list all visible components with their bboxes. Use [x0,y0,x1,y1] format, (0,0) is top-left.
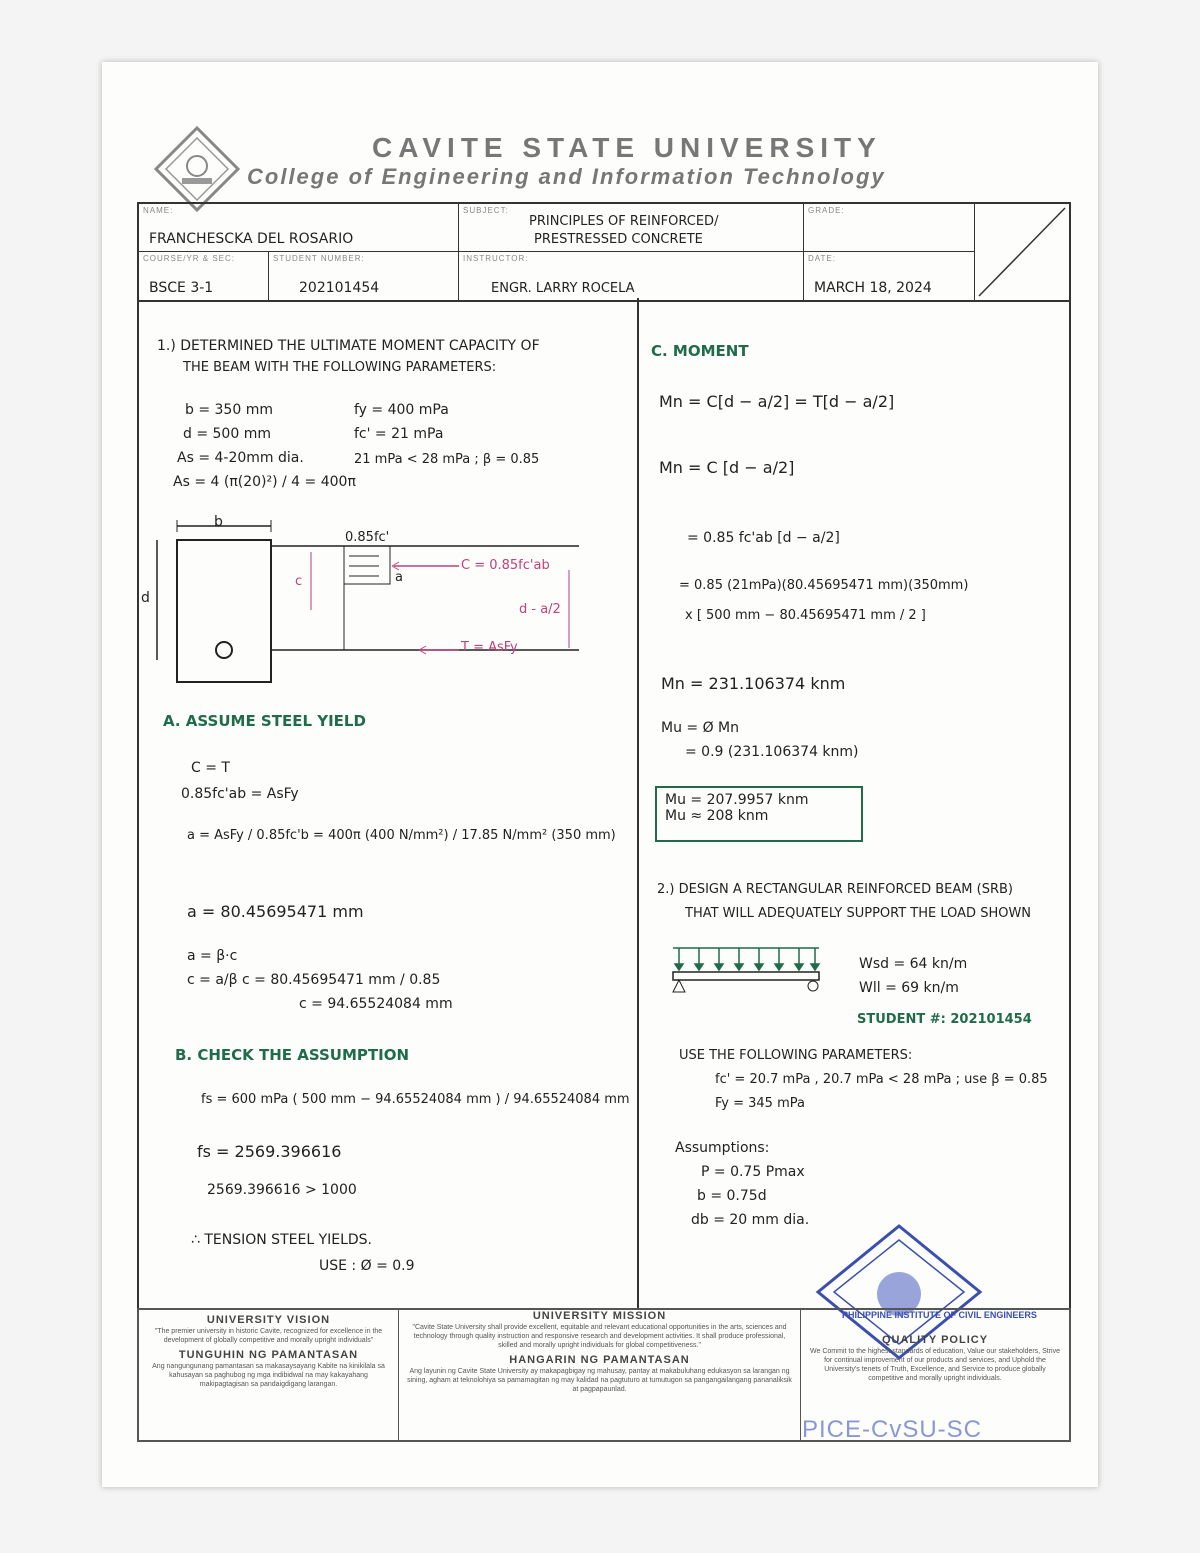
work-area [137,298,1071,1310]
instructor-value: ENGR. LARRY ROCELA [491,281,635,296]
assumption-db: db = 20 mm dia. [691,1212,810,1228]
calc-a5: a = β·c [187,948,238,964]
name-label: NAME: [143,206,174,215]
grade-slash-mark [975,204,1069,300]
fig-label-d: d [141,590,150,606]
fig-label-c: c [295,574,303,589]
date-cell [804,252,975,300]
q2-line1: 2.) DESIGN A RECTANGULAR REINFORCED BEAM (SRB) [657,882,1013,897]
instructor-cell [459,252,804,300]
policy-column [801,1310,1069,1440]
q1-line2: THE BEAM WITH THE FOLLOWING PARAMETERS: [183,360,497,375]
calc-a6: c = a/β c = 80.45695471 mm / 0.85 [187,972,441,988]
university-name: CAVITE STATE UNIVERSITY [372,132,882,163]
param-fc2: fc' = 20.7 mPa , 20.7 mPa < 28 mPa ; use β = 0.85 [715,1072,1048,1087]
date-label: DATE: [808,254,836,263]
grade-label: GRADE: [808,206,845,215]
fig-label-a: a [395,570,403,585]
tunguhin-text: Ang nangungunang pamantasan sa makasaysayang Kabite na kinikilala sa kahusayan sa paghubog ng mga indibidwal na may kakayahang makipagtagisan sa pandaigdigang larangan. [152,1363,385,1388]
answer-box [655,786,863,842]
hangarin-title: HANGARIN NG PAMANTASAN [509,1354,690,1366]
fig-label-085fc: 0.85fc' [345,530,390,545]
loaded-beam-diagram [669,942,829,1012]
fig-label-tension: T = AsFy [461,640,518,655]
mission-title: UNIVERSITY MISSION [532,1310,667,1322]
calc-b3: 2569.396616 > 1000 [207,1182,357,1198]
answer-mu: Mu = 207.9957 knm [665,792,809,808]
q2-line2: THAT WILL ADEQUATELY SUPPORT THE LOAD SHOWN [685,906,1032,921]
param-beta: 21 mPa < 28 mPa ; β = 0.85 [354,452,540,467]
vision-text: "The premier university in historic Cavite, recognized for excellence in the development of globally competitive and morally upright individuals" [154,1328,383,1344]
section-b-title: B. CHECK THE ASSUMPTION [175,1046,410,1064]
calc-b4: ∴ TENSION STEEL YIELDS. [191,1232,373,1248]
college-name: College of Engineering and Information Technology [247,164,886,189]
student-number-cell [269,252,459,300]
name-value: FRANCHESCKA DEL ROSARIO [149,231,354,247]
calc-a1: C = T [191,760,230,776]
calc-a7: c = 94.65524084 mm [299,996,453,1012]
calc-a2: 0.85fc'ab = AsFy [181,786,299,802]
mission-column [399,1310,801,1440]
assumptions-title: Assumptions: [675,1140,770,1156]
instructor-label: INSTRUCTOR: [463,254,529,263]
q1-line1: 1.) DETERMINED THE ULTIMATE MOMENT CAPACITY OF [157,338,540,354]
tunguhin-title: TUNGUHIN NG PAMANTASAN [178,1349,359,1361]
info-header-table [137,202,1071,302]
policy-title: QUALITY POLICY [881,1334,989,1346]
subject-line1: PRINCIPLES OF REINFORCED/ [529,214,719,229]
answer-mu-rounded: Mu ≈ 208 knm [665,808,769,824]
param-as-calc: As = 4 (π(20)²) / 4 = 400π [173,474,356,490]
param-as: As = 4-20mm dia. [177,450,304,466]
column-divider [637,298,639,1308]
assumption-p: P = 0.75 Pmax [701,1164,805,1180]
vision-title: UNIVERSITY VISION [206,1314,331,1326]
course-cell [139,252,269,300]
calc-b2: fs = 2569.396616 [197,1142,342,1161]
worksheet-paper [102,62,1098,1487]
student-number-value: 202101454 [299,280,380,296]
calc-c6: Mn = 231.106374 knm [661,674,846,693]
course-label: COURSE/YR & SEC: [143,254,236,263]
vision-column [139,1310,399,1440]
fig-label-b: b [214,514,223,530]
university-footer [137,1308,1071,1442]
policy-text: We Commit to the highest standards of education, Value our stakeholders, Strive for continual improvement of our products and services, and Uphold the University's tenets of Truth, Excellence, and Service to produce globally competitive and morally upright individuals. [810,1348,1060,1382]
fig-label-compression: C = 0.85fc'ab [461,558,550,573]
section-c-title: C. MOMENT [651,342,749,360]
calc-a3: a = AsFy / 0.85fc'b = 400π (400 N/mm²) / 17.85 N/mm² (350 mm) [187,828,616,843]
calc-c7: Mu = Ø Mn [661,720,740,736]
stamp-code: PICE-CvSU-SC [802,1416,983,1443]
calc-c1: Mn = C[d − a/2] = T[d − a/2] [659,392,895,411]
subject-cell [459,204,804,252]
calc-c3: = 0.85 fc'ab [d − a/2] [687,530,840,546]
name-cell [139,204,459,252]
param-fy2: Fy = 345 mPa [715,1096,805,1111]
param-d: d = 500 mm [183,426,271,442]
param-fy: fy = 400 mPa [354,402,449,418]
calc-b5: USE : Ø = 0.9 [319,1258,415,1274]
calc-c4: = 0.85 (21mPa)(80.45695471 mm)(350mm) [679,578,969,593]
calc-b1: fs = 600 mPa ( 500 mm − 94.65524084 mm ) / 94.65524084 mm [201,1092,630,1107]
mission-text: "Cavite State University shall provide excellent, equitable and relevant educational opportunities in the arts, sciences and technology through quality instruction and responsive research and development activities. It shall produce professional, skilled and morally upright individuals for global competitiveness." [412,1324,787,1349]
student-number-label: STUDENT NUMBER: [273,254,365,263]
param-b: b = 350 mm [185,402,273,418]
use-params-title: USE THE FOLLOWING PARAMETERS: [679,1048,913,1063]
student-number-note: STUDENT #: 202101454 [857,1012,1032,1027]
subject-label: SUBJECT: [463,206,509,215]
load-wll: Wll = 69 kn/m [859,980,959,996]
fig-label-moment-arm: d - a/2 [519,602,561,617]
subject-line2: PRESTRESSED CONCRETE [534,232,703,247]
calc-c2: Mn = C [d − a/2] [659,458,795,477]
load-wsd: Wsd = 64 kn/m [859,956,968,972]
university-seal-icon [154,126,240,212]
section-a-title: A. ASSUME STEEL YIELD [163,712,366,730]
calc-a4: a = 80.45695471 mm [187,902,364,921]
date-value: MARCH 18, 2024 [814,280,932,296]
calc-c5: x [ 500 mm − 80.45695471 mm / 2 ] [685,608,926,623]
assumption-b: b = 0.75d [697,1188,767,1204]
course-value: BSCE 3-1 [149,280,214,296]
param-fc: fc' = 21 mPa [354,426,444,442]
grade-cell [804,204,975,252]
stamp-text: PHILIPPINE INSTITUTE OF CIVIL ENGINEERS [842,1310,1037,1320]
hangarin-text: Ang layunin ng Cavite State University ay makapagbigay ng mahusay, pantay at makabuluhang edukasyon sa larangan ng sining, agham at teknolohiya sa pamamagitan ng may kalidad na pagtuturo at tumutugon sa pangangailangang pananaliksik at pagpapaunlad. [407,1368,792,1393]
calc-c8: = 0.9 (231.106374 knm) [685,744,859,760]
